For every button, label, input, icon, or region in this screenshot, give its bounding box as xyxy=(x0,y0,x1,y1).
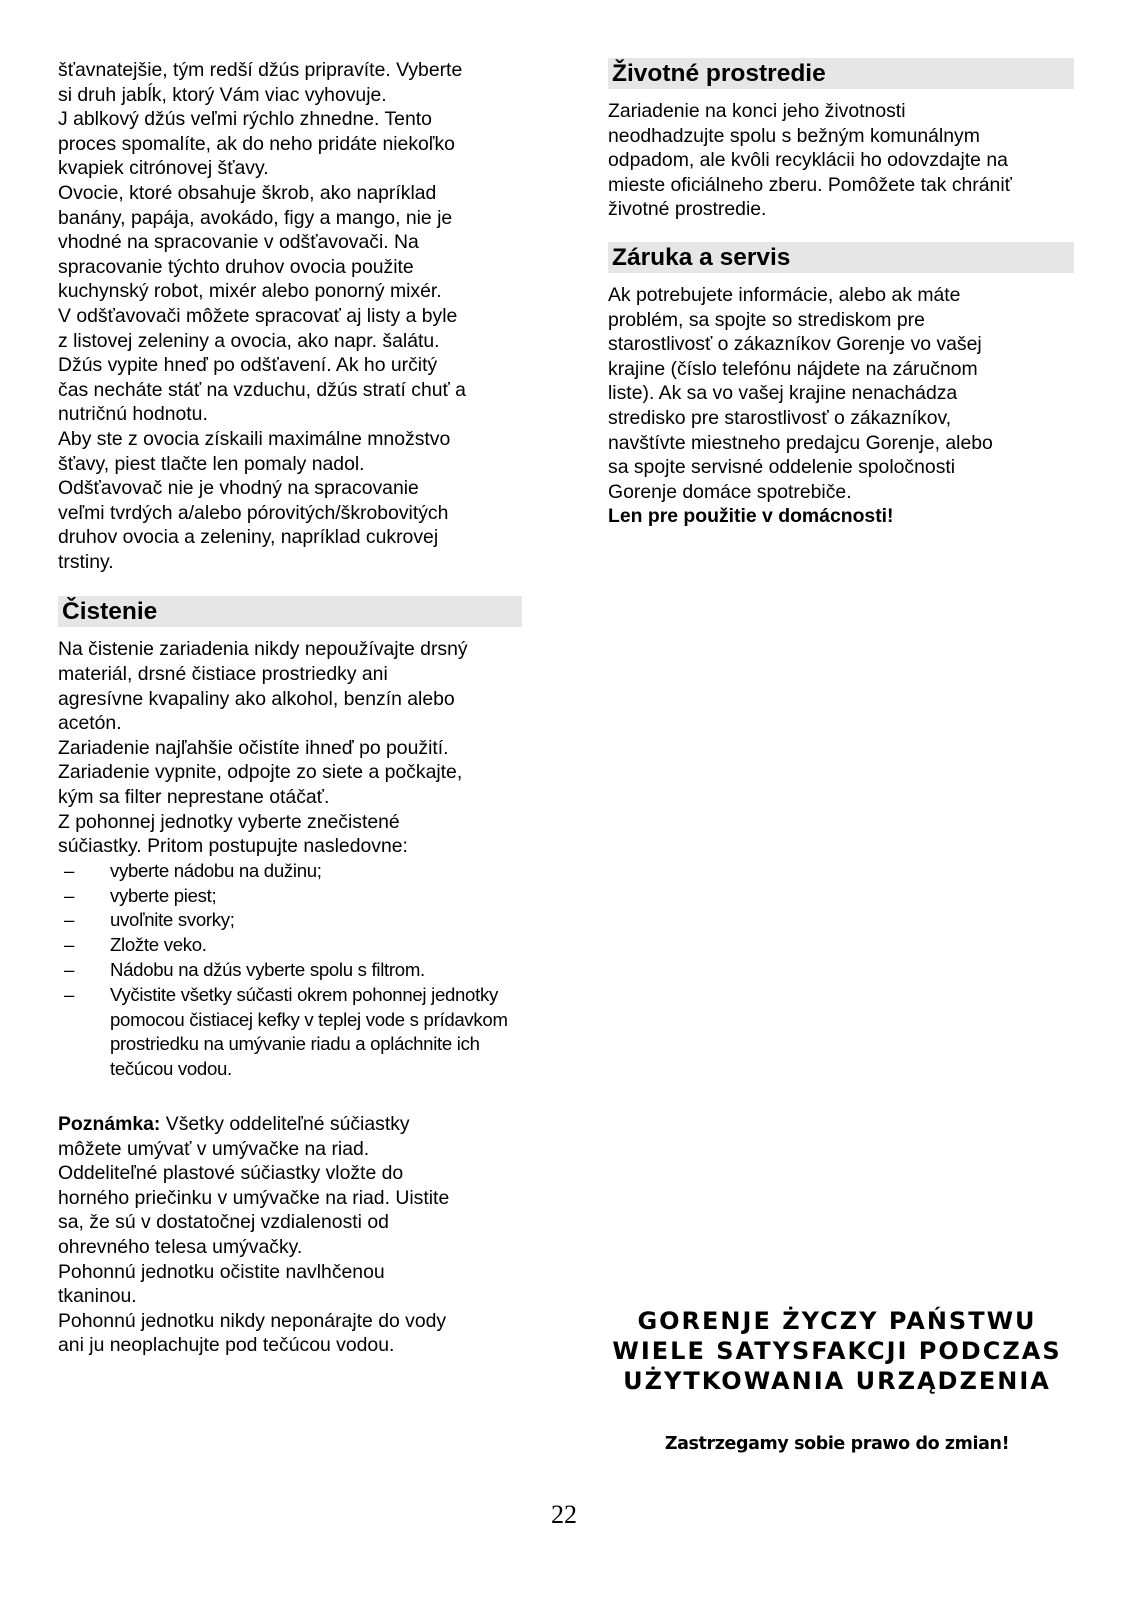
text-line: Ak potrebujete informácie, alebo ak máte xyxy=(608,283,961,306)
text-line: kuchynský robot, mixér alebo ponorný mixér. xyxy=(58,280,442,303)
text-line: navštívte miestneho predajcu Gorenje, alebo xyxy=(608,431,993,454)
text-line: horného priečinku v umývačke na riad. Uistite xyxy=(58,1186,450,1209)
text-line: odpadom, ale kvôli recyklácii ho odovzdajte na xyxy=(608,149,1008,172)
text-line: starostlivosť o zákazníkov Gorenje vo vašej xyxy=(608,333,982,356)
page-number: 22 xyxy=(551,1500,577,1529)
text-line: neodhadzujte spolu s bežným komunálnym xyxy=(608,124,980,147)
step-text: Nádobu na džús vyberte spolu s filtrom. xyxy=(110,959,425,980)
text-line: súčiastky. Pritom postupujte nasledovne: xyxy=(58,835,408,858)
list-item xyxy=(58,884,522,909)
text-line: Oddeliteľné plastové súčiastky vložte do xyxy=(58,1162,404,1185)
left-column xyxy=(58,58,522,1358)
text-line: Zariadenie vypnite, odpojte zo siete a počkajte, xyxy=(58,761,463,784)
text-line: stredisko pre starostlivosť o zákazníkov, xyxy=(608,406,952,429)
text-line: trstiny. xyxy=(58,550,114,573)
dash-bullet: – xyxy=(64,934,75,956)
environment-text xyxy=(608,99,1074,222)
text-line: banány, papája, avokádo, figy a mango, nie je xyxy=(58,206,453,229)
closing-message xyxy=(600,1306,1074,1396)
dash-bullet: – xyxy=(64,909,75,931)
text-line: druhov ovocia a zeleniny, napríklad cukrovej xyxy=(58,526,439,549)
list-item xyxy=(58,859,522,884)
cleaning-steps xyxy=(58,859,522,1082)
reserve-rights-note: Zastrzegamy sobie prawo do zmian! xyxy=(664,1434,1010,1454)
text-line: si druh jabĺk, ktorý Vám viac vyhovuje. xyxy=(58,83,387,106)
text-line: Na čistenie zariadenia nikdy nepoužívajte drsný xyxy=(58,638,468,661)
text-line: z listovej zeleniny a ovocia, ako napr. šalátu. xyxy=(58,329,440,352)
text-line: Zariadenie na konci jeho životnosti xyxy=(608,100,906,122)
text-line: mieste oficiálneho zberu. Pomôžete tak chrániť xyxy=(608,173,1012,196)
right-column xyxy=(608,58,1074,529)
text-line: Zariadenie najľahšie očistíte ihneď po použití. xyxy=(58,736,449,759)
text-line: kvapiek citrónovej šťavy. xyxy=(58,157,269,180)
list-item xyxy=(58,983,522,1082)
text-line: J ablkový džús veľmi rýchlo zhnedne. Tento xyxy=(58,108,432,131)
text-line: kým sa filter neprestane otáčať. xyxy=(58,786,330,809)
text-line: problém, sa spojte so strediskom pre xyxy=(608,308,925,331)
text-line: agresívne kvapaliny ako alkohol, benzín alebo xyxy=(58,687,455,710)
text-line: sa spojte servisné oddelenie spoločnosti xyxy=(608,456,956,479)
note-label: Poznámka: xyxy=(58,1112,161,1135)
note-first-line: Všetky oddeliteľné súčiastky xyxy=(160,1112,410,1135)
text-line: veľmi tvrdých a/alebo pórovitých/škrobovitých xyxy=(58,501,449,524)
step-text: uvoľnite svorky; xyxy=(110,909,235,931)
text-line: Pohonnú jednotku očistite navlhčenou xyxy=(58,1260,385,1283)
text-line: proces spomalíte, ak do neho pridáte niekoľko xyxy=(58,132,455,155)
text-line: ohrevného telesa umývačky. xyxy=(58,1235,303,1258)
text-line: tkaninou. xyxy=(58,1285,137,1308)
text-line: vhodné na spracovanie v odšťavovači. Na xyxy=(58,231,419,254)
text-line: šťavy, piest tlačte len pomaly nadol. xyxy=(58,452,365,475)
dash-bullet: – xyxy=(64,959,75,980)
intro-text xyxy=(58,58,522,574)
dash-bullet: – xyxy=(64,859,75,881)
text-line: čas necháte stáť na vzduchu, džús stratí chuť a xyxy=(58,378,466,401)
step-text: Zložte veko. xyxy=(110,934,207,956)
list-item xyxy=(58,958,522,983)
text-line: spracovanie týchto druhov ovocia použite xyxy=(58,255,414,278)
text-line: Odšťavovač nie je vhodný na spracovanie xyxy=(58,477,419,500)
warranty-heading: Záruka a servis xyxy=(608,242,1074,273)
text-line: Aby ste z ovocia získaili maximálne množstvo xyxy=(58,427,451,450)
text-line: Z pohonnej jednotky vyberte znečistené xyxy=(58,810,400,833)
text-line: acetón. xyxy=(58,712,122,735)
text-line: krajine (číslo telefónu nájdete na záručnom xyxy=(608,357,978,380)
step-text: vyberte nádobu na dužinu; xyxy=(110,859,322,881)
step-text: vyberte piest; xyxy=(110,884,217,906)
list-item xyxy=(58,933,522,958)
environment-heading: Životné prostredie xyxy=(608,58,1074,89)
household-only-note: Len pre použitie v domácnosti! xyxy=(608,505,894,528)
text-line: V odšťavovači môžete spracovať aj listy a byle xyxy=(58,304,458,327)
text-line: šťavnatejšie, tým redší džús pripravíte. Vyberte xyxy=(58,59,463,81)
note-text xyxy=(58,1112,522,1358)
warranty-text xyxy=(608,283,1074,529)
text-line: môžete umývať v umývačke na riad. xyxy=(58,1137,370,1160)
text-line: Gorenje domáce spotrebiče. xyxy=(608,480,852,503)
dash-bullet: – xyxy=(64,884,75,906)
text-line: sa, že sú v dostatočnej vzdialenosti od xyxy=(58,1211,389,1234)
closing-line: WIELE SATYSFAKCJI PODCZAS xyxy=(612,1337,1062,1365)
cleaning-text xyxy=(58,637,522,858)
text-line: Pohonnú jednotku nikdy neponárajte do vody xyxy=(58,1309,447,1332)
dash-bullet: – xyxy=(64,983,75,1005)
step-text: Vyčistite všetky súčasti okrem pohonnej jednotky pomocou čistiacej kefky v teplej vode s prídavkom prostriedku na umývanie riadu a opláchnite ich tečúcou vodou. xyxy=(110,983,508,1080)
text-line: ani ju neoplachujte pod tečúcou vodou. xyxy=(58,1334,395,1357)
list-item xyxy=(58,908,522,933)
text-line: nutričnú hodnotu. xyxy=(58,403,208,426)
text-line: životné prostredie. xyxy=(608,198,767,221)
cleaning-heading: Čistenie xyxy=(58,596,522,627)
text-line: liste). Ak sa vo vašej krajine nenachádza xyxy=(608,382,958,405)
text-line xyxy=(58,1112,522,1137)
text-line: Džús vypite hneď po odšťavení. Ak ho určitý xyxy=(58,354,438,377)
closing-line: GORENJE ŻYCZY PAŃSTWU xyxy=(637,1307,1037,1335)
closing-line: UŻYTKOWANIA URZĄDZENIA xyxy=(623,1367,1051,1395)
text-line: materiál, drsné čistiace prostriedky ani xyxy=(58,663,388,686)
text-line: Ovocie, ktoré obsahuje škrob, ako napríklad xyxy=(58,181,437,204)
